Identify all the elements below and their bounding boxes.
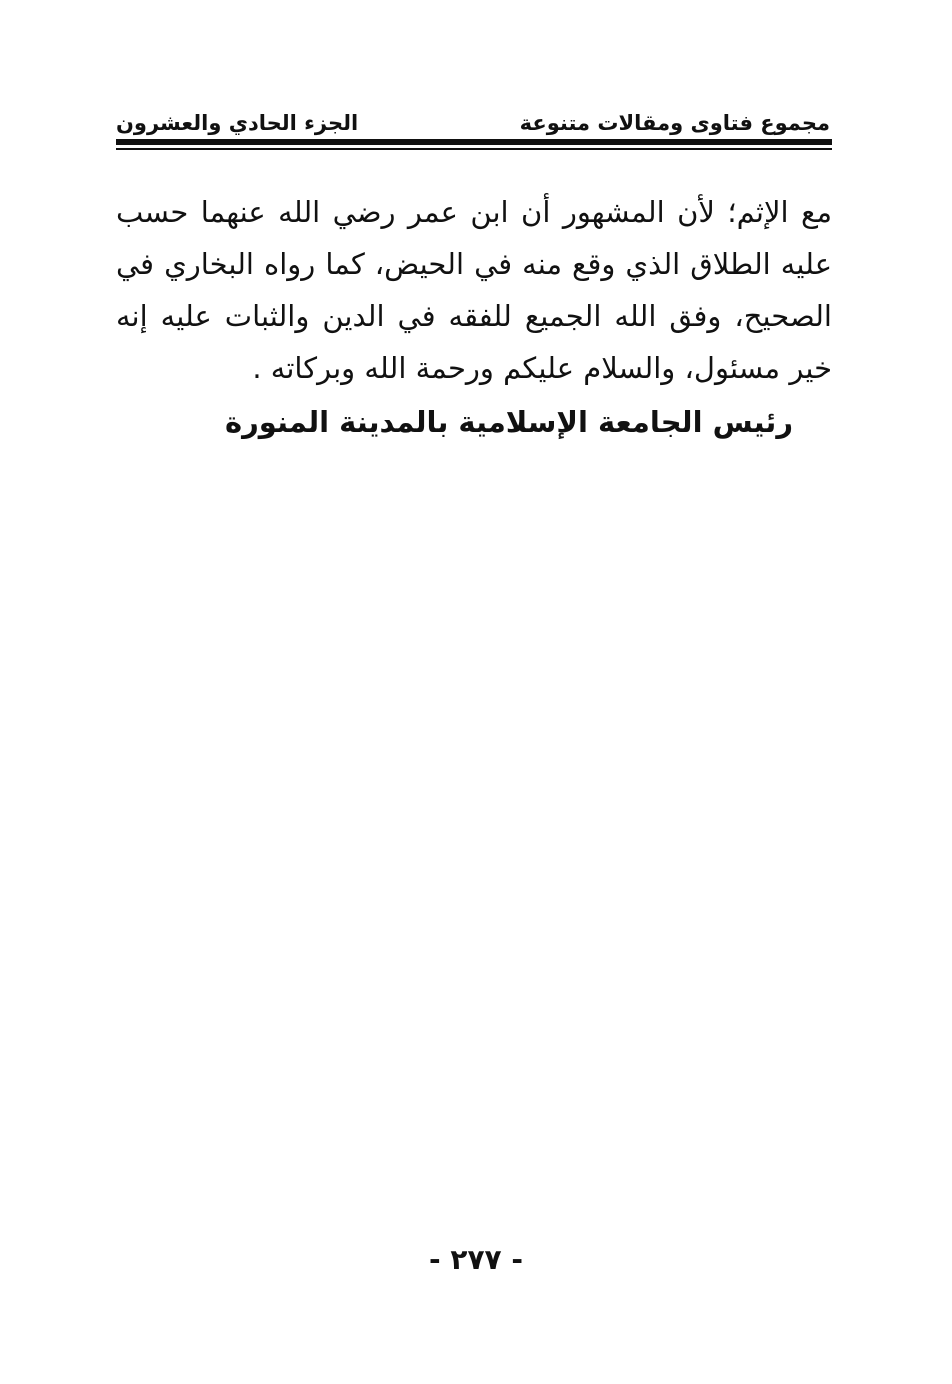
volume-label: الجزء الحادي والعشرون — [116, 111, 359, 135]
page-number: - ٢٧٧ - — [428, 1243, 524, 1276]
book-title: مجموع فتاوى ومقالات متنوعة — [519, 111, 830, 135]
running-header — [116, 108, 830, 138]
header-rule-thin — [116, 148, 832, 150]
header-rule-thick — [116, 139, 832, 145]
signature-line: رئيس الجامعة الإسلامية بالمدينة المنورة — [224, 405, 794, 439]
body-paragraph: مع الإثم؛ لأن المشهور أن ابن عمر رضي الله عنهما حسب عليه الطلاق الذي وقع منه في الحيض، كما رواه البخاري في الصحيح، وفق الله الجميع للفقه في الدين والثبات عليه إنه خير مسئول، والسلام عليكم ورحمة الله وبركاته . — [116, 195, 832, 385]
